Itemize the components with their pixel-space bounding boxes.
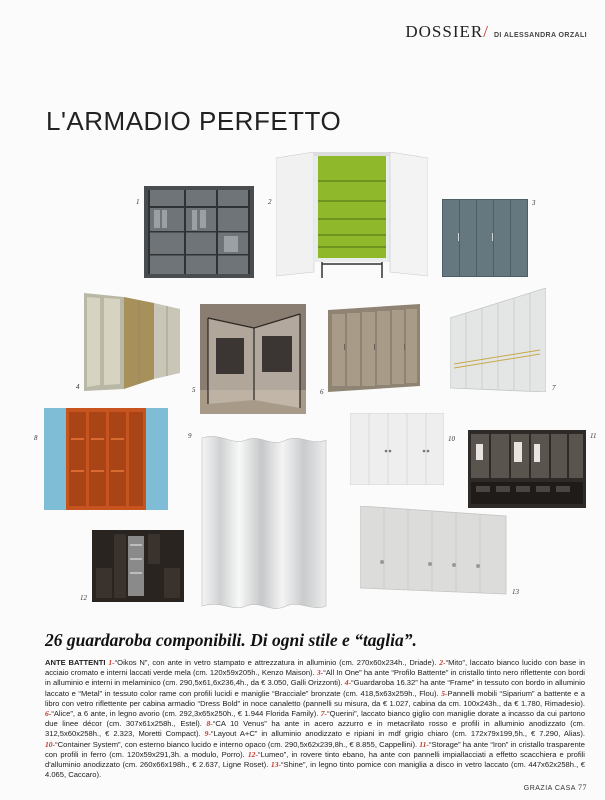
entry-number: 5-: [441, 688, 448, 698]
item-number: 2: [268, 198, 272, 206]
entry-text: “Querini”, laccato bianco giglio con maniglie dorate a incasso da cui partono due linee décor (cm. 307x61x258h., Estel).: [45, 709, 585, 729]
entry-number: 13-: [270, 760, 282, 770]
wardrobe-image-10: [350, 413, 455, 485]
entry-text: “Alice”, a 6 ante, in legno avorio (cm. 292,3x65x250h., € 1.944 Florida Family).: [51, 709, 321, 719]
page-title: L'ARMADIO PERFETTO: [46, 106, 342, 136]
entry-number: 11-: [419, 739, 429, 749]
entry-number: 12-: [247, 749, 258, 759]
wardrobe-image-6: [320, 304, 420, 396]
item-number: 13: [512, 588, 519, 596]
wardrobe-image-13: [360, 506, 519, 598]
wardrobe-image-5: [192, 304, 306, 414]
item-number: 12: [80, 594, 87, 602]
entry-text: “Guardaroba 16.32” ha ante “Frame” in tessuto con bordo in alluminio laccato e “Metal” in tessuto color rame con profili lucidi e maniglie “Bracciale” bronzate (cm. 418,5x63x259h., Flou).: [45, 678, 585, 698]
item-number: 9: [188, 432, 192, 440]
item-number: 3: [532, 199, 536, 207]
entry-text: Pannelli mobili “Siparium” a battente e a libro con vetro riflettente per cabina armadio “Dress Bold” in noce canaletto (pannelli su misura, da € 1.027, cabina da cm. 100x243h., da € 1.780, Rimadesio).: [45, 688, 585, 708]
item-number: 5: [192, 386, 196, 394]
wardrobe-image-8: [34, 408, 168, 510]
byline: DI ALESSANDRA ORZALI: [493, 32, 587, 39]
entry-text: “Shine”, in legno tinto pomice con maniglia a disco in vetro laccato (cm. 447x62x258h., € 4.065, Caccaro).: [45, 760, 585, 780]
entry-text: “CA 10 Venus” ha ante in acero azzurro e in metacrilato rosso e profili in alluminio anodizzato (cm. 312,5x60x258h., € 2.323, Moretti Compact).: [45, 719, 585, 739]
entry-text: “Oikos N”, con ante in vetro stampato e attrezzatura in alluminio (cm. 270x60x234h., Driade).: [114, 658, 440, 667]
entry-number: 1-: [108, 658, 115, 667]
wardrobe-image-9: [188, 432, 330, 612]
item-number: 10: [448, 435, 455, 443]
section-slash: /: [483, 22, 488, 41]
entry-text: “Mito”, laccato bianco lucido con base in acciaio cromato e interni laccati verde mela (cm. 120x59x205h., Kenzo Maison).: [45, 658, 585, 678]
header: [405, 22, 587, 42]
item-number: 7: [552, 384, 556, 392]
entry-number: 10-: [45, 739, 56, 749]
item-number: 4: [76, 383, 80, 391]
item-number: 6: [320, 388, 324, 396]
entry-text: “Storage” ha ante “Iron” in cristallo trasparente con profili in ferro (cm. 120x59x291,3h. a modulo, Porro).: [45, 739, 586, 759]
entry-number: 8-: [206, 719, 213, 729]
headline: 26 guardaroba componibili. Di ogni stile e “taglia”.: [45, 630, 417, 650]
page-number: 77: [578, 783, 587, 792]
article-body: [45, 658, 585, 780]
entry-text: “Container System”, con esterno bianco lucido e interno opaco (cm. 290,5x62x239,8h., € 8.855, Cappellini).: [55, 739, 420, 749]
section-title: DOSSIER: [405, 22, 484, 41]
entry-number: 7-: [320, 709, 328, 719]
entry-number: 3-: [316, 668, 324, 678]
entry-number: 9-: [204, 729, 211, 739]
section-lead: ANTE BATTENTI: [45, 658, 106, 667]
item-number: 11: [590, 432, 597, 440]
footer: [524, 783, 587, 792]
wardrobe-image-12: [80, 530, 184, 602]
entry-number: 2-: [439, 658, 446, 667]
entry-number: 6-: [45, 709, 52, 719]
wardrobe-image-7: [450, 288, 556, 392]
entry-text: “Layout A+C” in alluminio anodizzato e ripiani in mdf grigio chiaro (cm. 172x79x199,5h., € 7.290, Alias).: [210, 729, 585, 739]
magazine-name: GRAZIA CASA: [523, 785, 576, 792]
wardrobe-image-1: [136, 186, 254, 278]
wardrobe-image-2: [268, 152, 428, 280]
item-number: 1: [136, 198, 140, 206]
wardrobe-image-4: [76, 291, 180, 393]
entry-number: 4-: [344, 678, 352, 688]
wardrobe-image-3: [442, 199, 536, 277]
wardrobe-image-11: [468, 430, 597, 508]
item-number: 8: [34, 434, 38, 442]
entry-text: “All In One” ha ante “Profilo Battente” in cristallo tinto nero riflettente con bordi in alluminio e interni in melaminico (cm. 290,5x61,6x236,4h., da € 3.050, Galli Orizzonti).: [45, 668, 585, 688]
entry-text: “Lumeo”, in rovere tinto ebano, ha ante con pannelli impiallacciati a effetto scacchiera e profili d'alluminio anodizzato (cm. 260x66x198h., € 2.637, Ligne Roset).: [45, 749, 585, 770]
